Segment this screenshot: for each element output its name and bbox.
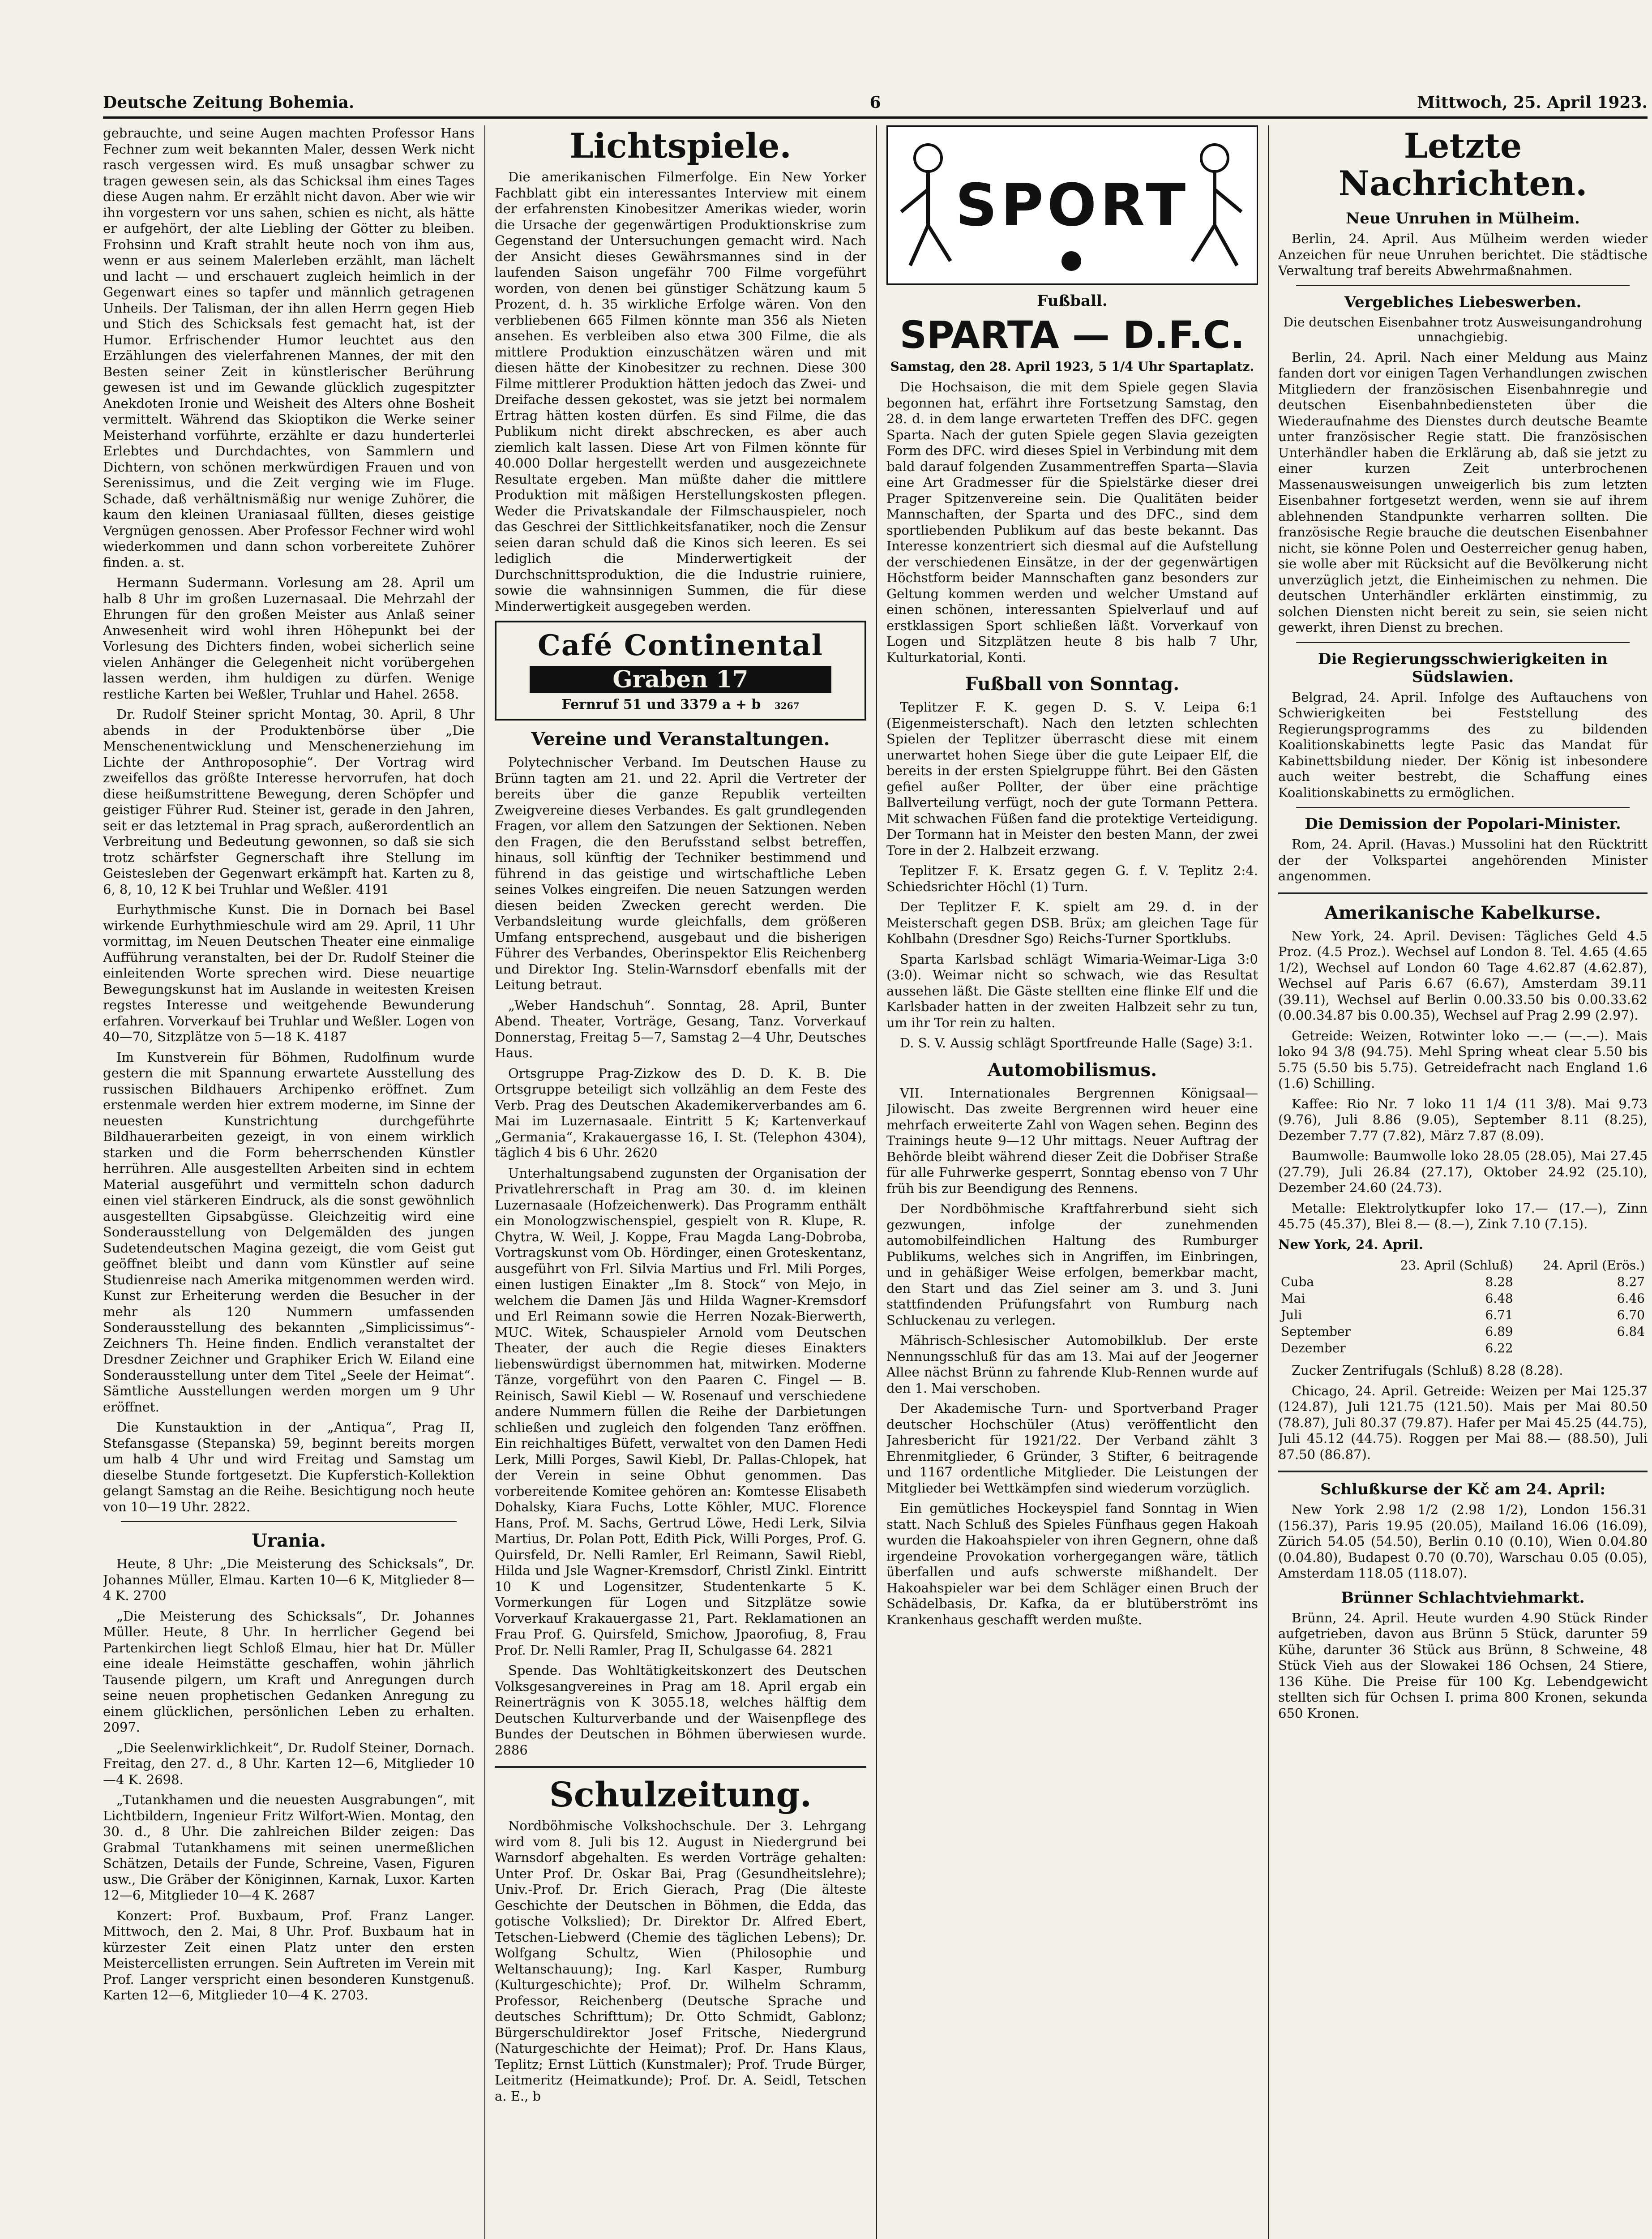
article-paragraph: Die Hochsaison, die mit dem Spiele gegen Slavia begonnen hat, erfährt ihre Fortsetzung Samstag, den 28. d. in dem lange erwarteten Treffen des DFC. gegen Sparta. Nach der guten Spiele gegen Slavia gezeigten Form des DFC. wird dieses Spiel in Verbindung mit dem bald darauf folgenden Zusammentreffen Sparta—Slavia eine Art Gradmesser für die Spielstärke dieser drei Prager Spitzenvereine sein. Die Qualitäten beider Mannschaften, der Sparta und des DFC., sind dem sportliebenden Publikum auf das beste bekannt. Das Interesse konzentriert sich diesmal auf die Aufstellung der verschiedenen Einsätze, in der der gegenwärtigen Höchstform beider Mannschaften ganz besonders zur Geltung kommen werden und welcher Umstand auf einen schönen, interessanten Spielverlauf und auf erstklassigen Sport schließen läßt. Vorverkauf von Logen und Sitzplätzen heute 8 bis halb 7 Uhr, Kulturkatorial, Konti. [886, 379, 1258, 665]
cafe-address: Graben 17 [530, 666, 831, 693]
article-paragraph: Ein gemütliches Hockeyspiel fand Sonntag in Wien statt. Nach Schluß des Spieles Fünfhaus gegen Hakoah wurden die Hakoahspieler von ihren Gegnern, ohne daß irgendeine Provokation vorhergegangen wäre, tätlich überfallen und aufs schwerste mißhandelt. Der Hakoahspieler war bei dem Schläger einen Bruch der Schädelbasis, Dr. Kafka, da er blutüberströmt ins Krankenhaus geschafft werden mußte. [886, 1501, 1258, 1627]
article-paragraph: gebrauchte, und seine Augen machten Professor Hans Fechner zum weit bekannten Maler, dessen Werk nicht rasch vergessen wird. Es muß unsagbar schwer zu tragen gewesen sein, als das Schicksal ihm eines Tages diese Augen nahm. Er erzählt nicht davon. Aber wie wir ihn vorgestern vor uns sahen, schien es nicht, als hätte er aufgehört, der alte Liebling der Götter zu bleiben. Frohsinn und Kraft strahlt heute noch von ihm aus, wenn er aus seinem Malerleben erzählt, man lächelt und lacht — und erschauert zugleich heimlich in der Gegenwart eines so tapfer und männlich getragenen Unheils. Der Talisman, der ihn allen Herrn gegen Hieb und Stich des Schicksals fest gemacht hat, ist der Humor. Erfrischender Humor leuchtet aus den Erzählungen des vielerfahrenen Mannes, der mit den Besten seiner Zeit in künstlerischer Berührung gewesen ist und im Gewande glücklich zugespitzter Anekdoten Ironie und Weisheit des Alters ohne Bosheit vermittelt. Während das Skioptikon die Werke seiner Meisterhand vorführte, erzählte er dazu hunderterlei Erlebtes und Durchdachtes, von Sammlern und Dichtern, von schönen merkwürdigen Frauen und von Serenissimus, und die Zeit verging wie im Fluge. Schade, daß verhältnismäßig nur wenige Zuhörer, die kaum den kleinen Uraniasaal füllten, dieses geistige Vergnügen genossen. Aber Professor Fechner wird wohl wiederkommen und dann schon vorbereitete Zuhörer finden. a. st. [103, 125, 475, 570]
article-paragraph: VII. Internationales Bergrennen Königsaal—Jilowischt. Das zweite Bergrennen wird heuer eine mehrfach erweiterte Zahl von Wagen sehen. Beginn des Trainings heute 9—12 Uhr mittags. Neuer Auftrag der Behörde bleibt während dieser Zeit die Dobřiser Straße für alle Fuhrwerke gesperrt, Sonntag ebenso von 7 Uhr früh bis zur Beendigung des Rennens. [886, 1085, 1258, 1196]
article-paragraph: Metalle: Elektrolytkupfer loko 17.— (17.—), Zinn 45.75 (45.37), Blei 8.— (8.—), Zink 7.10 (7.15). [1278, 1200, 1648, 1231]
section-title-vereine: Vereine und Veranstaltungen. [531, 729, 830, 750]
table-cell: 8.27 [1617, 1274, 1645, 1289]
table-cell: 6.89 [1485, 1324, 1513, 1339]
table-cell: 6.70 [1617, 1308, 1645, 1322]
column-rule [876, 125, 877, 2239]
table-row [1278, 1290, 1648, 1307]
article-paragraph: Der Akademische Turn- und Sportverband Prager deutscher Hochschüler (Atus) veröffentlicht den Jahresbericht für 1921/22. Der Verband zählt 3 Ehrenmitglieder, 6 Gründer, 3 Stifter, 6 beitragende und 1167 ordentliche Mitglieder. Die Leistungen der Mitglieder bei Wettkämpfen sind wiederum vorzüglich. [886, 1401, 1258, 1496]
section-title-automobilismus: Automobilismus. [987, 1059, 1157, 1081]
article-paragraph: Polytechnischer Verband. Im Deutschen Hause zu Brünn tagten am 21. und 22. April die Vertreter der bereits über die ganze Republik verteilten Zweigvereine dieses Verbandes. Es galt grundlegenden Fragen, vor allem den Satzungen der Sektionen. Neben den Fragen, die den Berufsstand selbst betreffen, hinaus, soll künftig der Techniker bestimmend und führend in das geistige und wirtschaftliche Leben seines Volkes eingreifen. Die neuen Satzungen werden diesen beiden Zwecken gerecht werden. Die Verbandsleitung wurde gleichfalls, dem größeren Umfang entsprechend, ausgebaut und die bisherigen Führer des Verbandes, Oberinspektor Elis Reichenberg und Direktor Ing. Stelin-Warnsdorf ebenfalls mit der Leitung betraut. [495, 755, 866, 992]
cafe-phone-text: Fernruf 51 und 3379 a + b [561, 697, 761, 712]
article-paragraph: Kaffee: Rio Nr. 7 loko 11 1/4 (11 3/8). Mai 9.73 (9.76), Juli 8.86 (9.05), September 8.11 (8.25), Dezember 7.77 (7.82), März 7.87 (8.09). [1278, 1096, 1648, 1143]
headline-liebeswerben: Vergebliches Liebeswerben. [1344, 293, 1582, 311]
article-paragraph: Der Teplitzer F. K. spielt am 29. d. in der Meisterschaft gegen DSB. Brüx; am gleichen Tage für Kohlbahn (Dresdner Sgo) Reichs-Turner Sportklubs. [886, 899, 1258, 946]
masthead-date: Mittwoch, 25. April 1923. [1417, 93, 1648, 112]
section-title-urania: Urania. [252, 1530, 326, 1551]
table-cell: 6.84 [1617, 1324, 1645, 1339]
section-title-schulzeitung: Schulzeitung. [549, 1775, 812, 1814]
sugar-quotes-table [1278, 1257, 1648, 1356]
table-row [1278, 1307, 1648, 1323]
table-cell: 6.48 [1485, 1291, 1513, 1306]
article-paragraph: Belgrad, 24. April. Infolge des Auftauchens von Schwierigkeiten bei Feststellung des Regierungsprogramms des zu bildenden Koalitionskabinetts legte Pasic das Mandat für Kabinettsbildung nieder. Der König ist inbesondere auch weiter bestrebt, die Schaffung eines Koalitionskabinetts zu ermöglichen. [1278, 689, 1648, 800]
article-paragraph: Eurhythmische Kunst. Die in Dornach bei Basel wirkende Eurhythmieschule wird am 29. April, 11 Uhr vormittag, im Neuen Deutschen Theater eine einmalige Aufführung veranstalten, bei der Dr. Rudolf Steiner die einleitenden Worte sprechen wird. Diese neuartige Bewegungskunst hat im Auslande in weitesten Kreisen regstes Interesse und weitgehende Bewunderung erfahren. Vorverkauf bei Truhlar und Weßler. Logen von 40—70, Sitzplätze von 5—18 K. 4187 [103, 902, 475, 1044]
article-paragraph: Teplitzer F. K. Ersatz gegen G. f. V. Teplitz 2:4. Schiedsrichter Höchl (1) Turn. [886, 863, 1258, 894]
quotes-heading: New York, 24. April. [1278, 1236, 1423, 1252]
column-rule [1268, 125, 1269, 2239]
table-header-cell: 23. April (Schluß) [1400, 1258, 1513, 1273]
article-paragraph: Konzert: Prof. Buxbaum, Prof. Franz Langer. Mittwoch, den 2. Mai, 8 Uhr. Prof. Buxbaum hat in kürzester Zeit einen Platz unter den ersten Meistercellisten errungen. Sein Auftreten im Verein mit Prof. Langer verspricht einen besonderen Kunstgenuß. Karten 12—6, Mitglieder 10—4 K. 2703. [103, 1908, 475, 2003]
section-divider [1296, 285, 1630, 286]
section-divider [1278, 892, 1648, 894]
table-cell: 8.28 [1485, 1274, 1513, 1289]
section-title-fussball: Fußball. [1037, 292, 1108, 310]
section-title-kabelkurse: Amerikanische Kabelkurse. [1324, 902, 1601, 923]
article-paragraph: „Tutankhamen und die neuesten Ausgrabungen“, mit Lichtbildern, Ingenieur Fritz Wilfort-Wien. Montag, den 30. d., 8 Uhr. Die zahlreichen Bilder zeigen: Das Grabmal Tutankhamens mit seinen unermeßlichen Schätzen, Details der Funde, Schreine, Vasen, Figuren usw., Die Gräber der Königinnen, Karnak, Luxor. Karten 12—6, Mitglieder 10—4 K. 2687 [103, 1792, 475, 1903]
article-paragraph: „Die Seelenwirklichkeit“, Dr. Rudolf Steiner, Dornach. Freitag, den 27. d., 8 Uhr. Karten 12—6, Mitglieder 10—4 K. 2698. [103, 1740, 475, 1787]
article-paragraph: Die amerikanischen Filmerfolge. Ein New Yorker Fachblatt gibt ein interessantes Interview mit einem der erfahrensten Kinobesitzer Amerikas wieder, worin die Ursache der gegenwärtigen Produktionskrise zum Gegenstand der Untersuchungen gemacht wird. Nach der Ansicht dieses Gewährsmannes sind in der laufenden Saison ungefähr 700 Filme vorgeführt worden, von denen bei günstiger Schätzung kaum 5 Prozent, d. h. 35 wirkliche Erfolge wären. Von den verbliebenen 665 Filmen könnte man 356 als Nieten ansehen. Es verbleiben also etwa 300 Filme, die als mittlere Produktion einzuschätzen wären und mit diesen hätte der Kinobesitzer zu rechnen. Diese 300 Filme mittlerer Produktion hätten jedoch das Zwei- und Dreifache dessen gekostet, was sie jetzt bei normalem Ertrag hätten kosten dürfen. Es sind Filme, die das Publikum nicht direkt abschrecken, es aber auch ziemlich kalt lassen. Diese Art von Filmen könnte für 40.000 Dollar hergestellt werden und ausgezeichnete Resultate ergeben. Man müßte daher die mittlere Produktion mit mäßigen Herstellungskosten pflegen. Weder die Privatskandale der Filmschauspieler, noch das Geschrei der Sittlichkeitsfanatiker, noch die Zensur seien daran schuld daß die Kinos sich leeren. Es sei lediglich die Minderwertigkeit der Durchschnittsproduktion, die die Industrie ruiniere, sowie die wahnsinnigen Summen, die für diese Minderwertigkeit ausgegeben werden. [495, 169, 866, 614]
article-paragraph: Brünn, 24. April. Heute wurden 4.90 Stück Rinder aufgetrieben, davon aus Brünn 5 Stück, darunter 59 Kühe, darunter 36 Stück aus Brünn, 8 Schweine, 48 Stück Vieh aus der Slowakei 186 Ochsen, 24 Stiere, 136 Kühe. Die Preise für 100 Kg. Lebendgewicht stellten sich für Ochsen I. prima 800 Kronen, sekunda 650 Kronen. [1278, 1610, 1648, 1721]
article-paragraph: Berlin, 24. April. Nach einer Meldung aus Mainz fanden dort vor einigen Tagen Verhandlungen zwischen Mitgliedern der französischen Eisenbahnregie und deutschen Eisenbahnbediensteten über die Wiederaufnahme des Dienstes durch deutsche Beamte unter französischer Regie statt. Die französischen Unterhändler haben die Erklärung ab, daß sie jetzt zu einer kurzen Zeit unterbrochenen Massenausweisungen unweigerlich bis zum letzten Eisenbahner fortgesetzt werden, wenn sie auf ihrem ablehnenden Standpunkte verharren sollten. Die französische Regie brauche die deutschen Eisenbahner nicht, sie könne Polen und Oesterreicher genug haben, sie wolle aber mit Rücksicht auf die Bevölkerung nicht unverzüglich jetzt, die Einheimischen zu nehmen. Die deutschen Unterhändler erklärten einstimmig, zu solchen Diensten nicht bereit zu sein, sie seien nicht gewerkt, ihren Dienst zu brechen. [1278, 349, 1648, 635]
article-paragraph: New York, 24. April. Devisen: Tägliches Geld 4.5 Proz. (4.5 Proz.). Wechsel auf London 8. Tel. 4.65 (4.65 1/2), Wechsel auf London 60 Tage 4.62.87 (4.62.87), Wechsel auf Paris 6.67 (6.67), Amsterdam 39.11 (39.11), Wechsel auf Berlin 0.00.33.50 bis 0.00.33.62 (0.00.34.87 bis 0.00.35), Wechsel auf Prag 2.99 (2.97). [1278, 928, 1648, 1023]
headline-schlachtviehmarkt: Brünner Schlachtviehmarkt. [1341, 1588, 1585, 1607]
column-rule [484, 125, 485, 2239]
masthead-page-number: 6 [869, 93, 881, 112]
article-paragraph: Spende. Das Wohltätigkeitskonzert des Deutschen Volksgesangvereines in Prag am 18. April ergab ein Reinerträgnis von K 3055.18, welches hälftig dem Deutschen Kulturverbande und der Waisenpflege des Bundes der Deutschen in Böhmen überwiesen wurde. 2886 [495, 1663, 866, 1758]
article-paragraph: Im Kunstverein für Böhmen, Rudolfinum wurde gestern die mit Spannung erwartete Ausstellung des russischen Bildhauers Archipenko eröffnet. Zum erstenmale werden hier extrem moderne, im Sinne der neuesten Kunstrichtung durchgeführte Bildhauerarbeiten gezeigt, in von einem wirklich starken und die Form beherrschenden Künstler herrühren. Alle ausgestellten Arbeiten sind in echtem Material ausgeführt und vermitteln schon dadurch einen viel stärkeren Eindruck, als die sonst gewöhnlich ausgestellten Gipsabgüsse. Gleichzeitig wird eine Sonderausstellung von Delgemälden des jungen Sudetendeutschen Magina gezeigt, die vom Geist gut geöffnet bleibt und dann vom Künstler auf seine Studienreise nach Amerika mitgenommen werden wird. Kunst zur Erheiterung werden die Besucher in der mehr als 120 Nummern umfassenden Sonderausstellung des bekannten „Simplicissimus“-Zeichners Th. Heine finden. Endlich veranstaltet der Dresdner Zeichner und Graphiker Erich W. Eiland eine Sonderausstellung unter dem Titel „Seele der Heimat“. Sämtliche Ausstellungen werden morgen um 9 Uhr eröffnet. [103, 1049, 475, 1415]
table-cell [1516, 1340, 1648, 1356]
article-paragraph: Sparta Karlsbad schlägt Wimaria-Weimar-Liga 3:0 (3:0). Weimar nicht so schwach, wie das Resultat aussehen läßt. Die Gäste stellten eine flinke Elf und die Karlsbader hatten in der zweiten Halbzeit sehr zu tun, um ihr Tor rein zu halten. [886, 951, 1258, 1030]
article-paragraph: Hermann Sudermann. Vorlesung am 28. April um halb 8 Uhr im großen Luzernasaal. Die Mehrzahl der Ehrungen für den großen Meister aus Anlaß seiner Anwesenheit wird wohl ihren Höhepunkt bei der Vorlesung des Dichters finden, wobei sicherlich seine vielen Anhänger die Gelegenheit nicht vorübergehen lassen werden, ihm huldigen zu dürfen. Wenige restliche Karten bei Weßler, Truhlar und Hahel. 2658. [103, 575, 475, 702]
table-row [1278, 1323, 1648, 1340]
masthead-paper-name: Deutsche Zeitung Bohemia. [103, 93, 355, 112]
article-paragraph: Getreide: Weizen, Rotwinter loko —.— (—.—). Mais loko 94 3/8 (94.75). Mehl Spring wheat clear 5.50 bis 5.75 (5.50 bis 5.75). Getreidefracht nach England 1.6 (1.6) Schilling. [1278, 1028, 1648, 1091]
columns [103, 125, 1648, 2239]
article-paragraph: Teplitzer F. K. gegen D. S. V. Leipa 6:1 (Eigenmeisterschaft). Nach den letzten schlechten Spielen der Teplitzer überrascht diese mit einem unerwartet hohen Siege über die gute Leipaer Elf, die bereits in der ersten Spielgruppe führt. Bei den Gästen gefiel außer Pollter, der über eine prächtige Ballverteilung verfügt, noch der gute Tormann Pettera. Mit schwachen Füßen fand die protektige Verteidigung. Der Tormann hat in Meister den besten Mann, der zwei Tore in der 2. Halbzeit erzwang. [886, 699, 1258, 858]
headline-suedslawien: Die Regierungsschwierigkeiten in Südslawien. [1318, 650, 1608, 686]
column-4 [1278, 125, 1648, 2239]
table-row [1278, 1340, 1648, 1356]
table-cell: Dezember [1281, 1341, 1346, 1355]
article-paragraph: Chicago, 24. April. Getreide: Weizen per Mai 125.37 (124.87), Juli 121.75 (121.50). Mais per Mai 80.50 (78.87), Juli 80.37 (79.87). Hafer per Mai 45.25 (44.75), Juli 45.12 (44.75). Roggen per Mai 88.— (88.50), Juli 87.50 (86.87). [1278, 1383, 1648, 1462]
sport-header-illustration [886, 125, 1258, 285]
section-divider [495, 1766, 866, 1768]
headline-schlusskurse: Schlußkurse der Kč am 24. April: [1320, 1480, 1605, 1498]
article-paragraph: „Weber Handschuh“. Sonntag, 28. April, Bunter Abend. Theater, Vorträge, Gesang, Tanz. Vorverkauf Donnerstag, Freitag 5—7, Samstag 2—4 Uhr, Deutsches Haus. [495, 997, 866, 1060]
ad-reference: 3267 [774, 700, 800, 711]
section-divider [1296, 642, 1630, 643]
masthead [103, 85, 1648, 119]
table-cell: September [1281, 1324, 1351, 1339]
headline-muelheim: Neue Unruhen in Mülheim. [1346, 210, 1580, 227]
cafe-advertisement [495, 621, 866, 721]
article-paragraph: Dr. Rudolf Steiner spricht Montag, 30. April, 8 Uhr abends in der Produktenbörse über „Die Menschenentwicklung und Menschenerziehung im Lichte der Anthroposophie“. Der Vortrag wird zweifellos das größte Interesse hervorrufen, hat doch diese heißumstrittene Bewegung, deren Schöpfer und geistiger Führer Rud. Steiner ist, gerade in den Jahren, seit er das letztemal in Prag sprach, außerordentlich an Verbreitung und Bedeutung gewonnen, so daß sie sich trotz schärfster Gegnerschaft ihre Stellung im Geistesleben der Gegenwart erkämpft hat. Karten zu 8, 6, 8, 10, 12 K bei Truhlar und Weßler. 4191 [103, 707, 475, 897]
article-paragraph: Rom, 24. April. (Havas.) Mussolini hat den Rücktritt der der Volkspartei angehörenden Minister angenommen. [1278, 836, 1648, 884]
table-header-cell: 24. April (Erös.) [1543, 1258, 1645, 1273]
subheadline-liebeswerben: Die deutschen Eisenbahner trotz Ausweisungandrohung unnachgiebig. [1283, 314, 1643, 344]
column-3 [886, 125, 1258, 2239]
table-header-row [1278, 1257, 1648, 1274]
section-divider [1296, 807, 1630, 808]
article-paragraph: Zucker Zentrifugals (Schluß) 8.28 (8.28). [1292, 1363, 1563, 1378]
section-title-letzte-nachrichten: Letzte Nachrichten. [1338, 126, 1588, 203]
article-paragraph: Die Kunstauktion in der „Antiqua“, Prag II, Stefansgasse (Stepanska) 59, beginnt bereits morgen um halb 4 Uhr und wird Freitag und Samstag um dieselbe Stunde fortgesetzt. Die Kupferstich-Kollektion gelangt Samstag an die Reihe. Besichtigung noch heute von 10—19 Uhr. 2822. [103, 1420, 475, 1514]
section-divider [1278, 1471, 1648, 1472]
article-paragraph: Mährisch-Schlesischer Automobilklub. Der erste Nennungsschluß für das am 13. Mai auf der Jeogerner Allee nächst Brünn zu fahrende Klub-Rennen wurde auf den 1. Mai verschoben. [886, 1333, 1258, 1396]
table-row [1278, 1274, 1648, 1290]
article-paragraph: Ortsgruppe Prag-Zizkow des D. D. K. B. Die Ortsgruppe beteiligt sich vollzählig an dem Feste des Verb. Prag des Deutschen Akademikerverbandes am 6. Mai im Luzernasaale. Eintritt 5 K; Kartenverkauf „Germania“, Krakauergasse 16, I. St. (Telephon 4304), täglich 4 bis 6 Uhr. 2620 [495, 1065, 866, 1160]
section-title-lichtspiele: Lichtspiele. [569, 126, 792, 166]
article-paragraph: Unterhaltungsabend zugunsten der Organisation der Privatlehrerschaft in Prag am 30. d. im kleinen Luzernasaale (Hofzeichenwerk). Das Programm enthält ein Monologzwischenspiel, gespielt von R. Klupe, R. Chytra, W. Weil, J. Koppe, Frau Magda Lang-Dobroba, Vortragskunst vom Ob. Hördinger, einen Groteskentanz, ausgeführt von Frl. Silvia Martius und Frl. Mili Porges, einen lustigen Einakter „Im 8. Stock“ von Mejo, in welchem die Damen Jäs und Hilda Wagner-Kremsdorf und Erl Reimann sowie die Herren Nozak-Bierwerth, MUC. Witek, Schauspieler Arnold vom Deutschen Theater, der auch die Regie dieses Einakters liebenswürdigst übernommen hat, mitwirken. Moderne Tänze, vorgeführt von den Paaren C. Fingel — B. Reinisch, Sawil Kiebl — W. Rosenauf und verschiedene andere Nummern füllen die Reihe der Darbietungen schließen und zugleich den folgenden Tanz eröffnen. Ein reichhaltiges Büfett, verwaltet von den Damen Hedi Lerk, Milli Porges, Sawil Kiebl, Dr. Pallas-Chlopek, hat der Verein in seine Obhut genommen. Das vorbereitende Komitee gehören an: Komtesse Elisabeth Dohalsky, Kiara Fuchs, Lotte Köhler, MUC. Florence Hans, Prof. M. Sachs, Gertrud Löwe, Hedi Lerk, Silvia Martius, Dr. Polan Pott, Edith Pick, Willi Porges, Prof. G. Quirsfeld, Dr. Nelli Ramler, Erl Reimann, Sawil Riebl, Hilda und Jsle Wagner-Kremsdorf, Christl Zinkl. Eintritt 10 K und Logensitzer, Studentenkarte 5 K. Vormerkungen für Logen und Sitzplätze sowie Vorverkauf Krakauergasse 21, Part. Reklamationen an Frau Prof. G. Quirsfeld, Smichow, Jpaorofiug, 8, Frau Prof. Dr. Nelli Ramler, Prag II, Schulgasse 64. 2821 [495, 1165, 866, 1658]
match-date: Samstag, den 28. April 1923, 5 1/4 Uhr Spartaplatz. [890, 359, 1254, 374]
article-paragraph: Der Nordböhmische Kraftfahrerbund sieht sich gezwungen, infolge der zunehmenden automobilfeindlichen Haltung des Rumburger Publikums, welches sich in Angriffen, im Einbringen, und in gehäßiger Weise erfolgen, bemerkbar macht, den Start und das Ziel seiner am 3. und 3. Juni stattfindenden Prüfungsfahrt von Rumburg nach Schluckenau zu verlegen. [886, 1201, 1258, 1328]
headline-popolari: Die Demission der Popolari-Minister. [1305, 815, 1621, 833]
article-paragraph: Berlin, 24. April. Aus Mülheim werden wieder Anzeichen für neue Unruhen berichtet. Die städtische Verwaltung traf bereits Abwehrmaßnahmen. [1278, 231, 1648, 278]
section-divider [121, 1521, 457, 1522]
table-cell: 6.71 [1485, 1308, 1513, 1322]
table-cell: Juli [1281, 1308, 1302, 1322]
article-paragraph: Nordböhmische Volkshochschule. Der 3. Lehrgang wird vom 8. Juli bis 12. August in Niedergrund bei Warnsdorf abgehalten. Es werden Vorträge gehalten: Unter Prof. Dr. Oskar Bai, Prag (Gesundheitslehre); Univ.-Prof. Dr. Erich Gierach, Prag (Die älteste Geschichte der Deutschen in Böhmen, die Edda, das gotische Volkslied); Dr. Direktor Dr. Alfred Ebert, Tetschen-Liebwerd (Chemie des täglichen Lebens); Dr. Wolfgang Schultz, Wien (Philosophie und Weltanschauung); Ing. Karl Kasper, Rumburg (Kulturgeschichte); Prof. Dr. Wilhelm Schramm, Professor, Reichenberg (Deutsche Sprache und deutsches Schrifttum); Dr. Otto Schmidt, Gablonz; Bürgerschuldirektor Josef Fritsche, Niedergrund (Naturgeschichte der Heimat); Prof. Dr. Hans Klaus, Teplitz; Ernst Lüttich (Kunstmaler); Prof. Trude Bürger, Leitmeritz (Heimatkunde); Prof. Dr. A. Seidl, Tetschen a. E., b [495, 1818, 866, 2104]
article-paragraph: New York 2.98 1/2 (2.98 1/2), London 156.31 (156.37), Paris 19.95 (20.05), Mailand 16.06 (16.09), Zürich 54.05 (54.50), Berlin 0.10 (0.10), Wien 0.04.80 (0.04.80), Budapest 0.70 (0.70), Warschau 0.05 (0.05), Amsterdam 118.05 (118.07). [1278, 1502, 1648, 1581]
section-title-fussball-sonntag: Fußball von Sonntag. [965, 673, 1180, 695]
table-cell: 6.46 [1617, 1291, 1645, 1306]
sport-logo-text: SPORT [955, 171, 1190, 239]
article-paragraph: „Die Meisterung des Schicksals“, Dr. Johannes Müller. Heute, 8 Uhr. In herrlicher Gegend bei Partenkirchen liegt Schloß Elmau, hier hat Dr. Müller eine ideale Heimstätte geschaffen, wohin jährlich Tausende pilgern, um Kraft und Anregungen durch seine neuen prophetischen Gedanken Anregung zu einem glücklichen, persönlichen Leben zu erhalten. 2097. [103, 1608, 475, 1735]
cafe-name: Café Continental [537, 629, 824, 662]
article-paragraph: Baumwolle: Baumwolle loko 28.05 (28.05), Mai 27.45 (27.79), Juli 26.84 (27.17), Oktober 24.92 (25.10), Dezember 24.60 (24.73). [1278, 1148, 1648, 1195]
column-2 [495, 125, 866, 2239]
table-cell: Mai [1281, 1291, 1305, 1306]
article-paragraph: D. S. V. Aussig schlägt Sportfreunde Halle (Sage) 3:1. [900, 1035, 1253, 1051]
table-cell: 6.22 [1485, 1341, 1513, 1355]
table-header-cell [1278, 1257, 1370, 1274]
match-headline: SPARTA — D.F.C. [899, 313, 1245, 357]
table-cell: Cuba [1281, 1274, 1314, 1289]
column-1 [103, 125, 475, 2239]
cafe-phone [503, 697, 858, 712]
article-paragraph: Heute, 8 Uhr: „Die Meisterung des Schicksals“, Dr. Johannes Müller, Elmau. Karten 10—6 K, Mitglieder 8—4 K. 2700 [103, 1556, 475, 1603]
